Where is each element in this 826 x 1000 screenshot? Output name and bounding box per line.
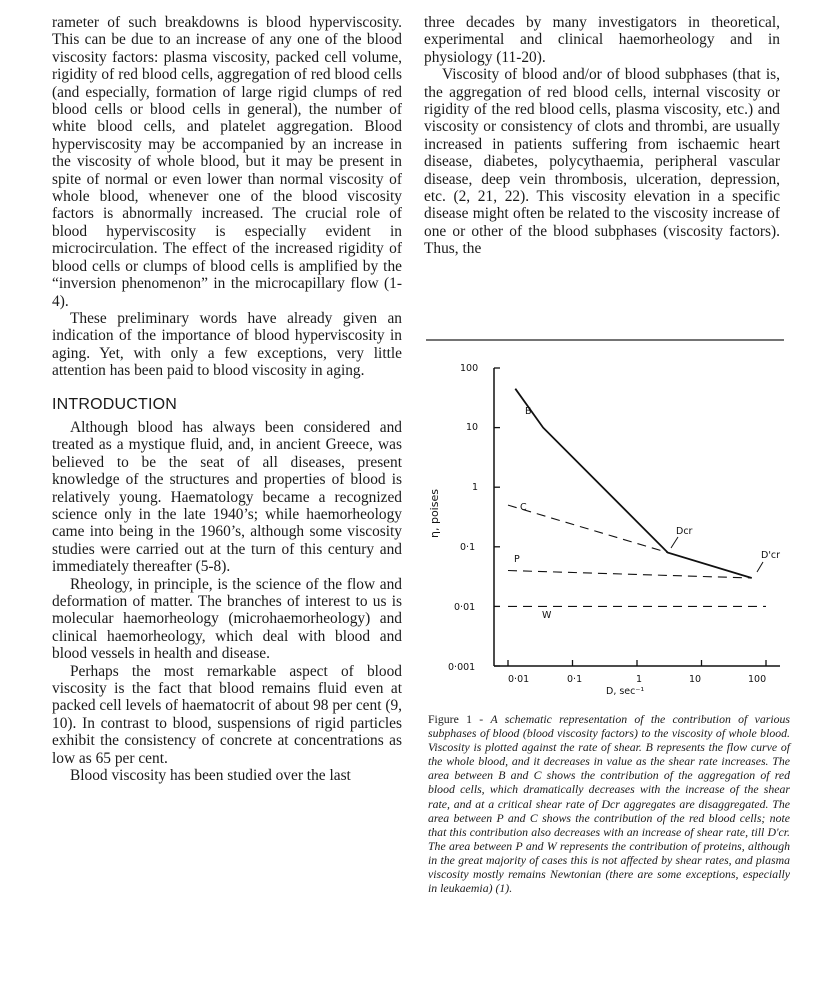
y-axis-label: η, poises <box>428 489 441 538</box>
x-tick-label: 10 <box>689 674 702 685</box>
series-line-p <box>508 571 752 579</box>
left-paragraph-3: Although blood has always been considered and treated as a mystique fluid, and, in ancient Greece, was believed to be the seat of all diseases, present knowledge of the structures and properties of blood is relatively young. Haematology became a recognized science only in the late 1940’s; while haemorheology came into being in the 1960’s, although some viscosity studies were carried out at the turn of this century and immediately thereafter (5-8). <box>52 418 402 576</box>
annotation-dcr: Dcr <box>676 526 693 537</box>
y-tick-label: 10 <box>466 422 479 433</box>
left-paragraph-6: Blood viscosity has been studied over the last <box>70 767 351 785</box>
series-line-b <box>515 389 751 578</box>
left-column <box>52 14 402 784</box>
viscosity-chart <box>424 338 786 698</box>
figure-1 <box>424 338 786 698</box>
annotation-dcr-pointer <box>671 537 678 548</box>
curve-label-p: P <box>514 554 520 565</box>
x-tick-label: 100 <box>748 674 767 685</box>
caption-lead: Figure 1 - <box>428 712 491 726</box>
annotation-dcr-prime: D'cr <box>761 550 781 561</box>
y-tick-label: 0·001 <box>448 662 476 673</box>
figure-caption <box>428 712 790 895</box>
y-tick-label: 1 <box>472 482 479 493</box>
x-tick-label: 0·01 <box>508 674 530 685</box>
y-tick-label: 100 <box>460 363 479 374</box>
caption-body: A schematic representation of the contribution of various subphases of blood (blood viscosity factors) to the viscosity of whole blood. Viscosity is plotted against the rate of shear. B represents the flow curve of the whole blood, and it decreases in value as the shear rate increases. The area between B and C shows the contribution of the aggregation of red blood cells, which dramatically decreases with the increase of the shear rate, and at a critical shear rate of Dcr aggregates are disaggregated. The area between P and C shows the contribution of the red blood cells; note that this contribution also decreases with an increase of shear rate, till D'cr. The area between P and W represents the contribution of proteins, although in the great majority of cases this is not affected by shear rates, and plasma viscosity mostly remains Newtonian (there are some exceptions, especially in leukaemia) (1). <box>428 712 790 896</box>
curve-label-b: B <box>525 406 532 417</box>
right-paragraph-1: three decades by many investigators in theoretical, experimental and clinical haemorheology and in physiology (11-20). <box>424 14 780 66</box>
annotation-dcr-prime-pointer <box>757 562 763 572</box>
x-tick-label: 0·1 <box>567 674 583 685</box>
left-paragraph-1: rameter of such breakdowns is blood hyperviscosity. This can be due to an increase of any one of the blood viscosity factors: plasma viscosity, packed cell volume, rigidity of red blood cells, aggregation of red blood cells (and especially, formation of large rigid clumps of red blood cells or blood cells in general), the number of white blood cells, and platelet aggregation. Blood hyperviscosity may be accompanied by an increase in the viscosity of whole blood, but it may be present in spite of normal or even lower than normal viscosity of whole blood, whenever one of the blood viscosity factors is abnormally increased. The crucial role of blood hyperviscosity is especially evident in microcirculation. The effect of the increased rigidity of blood cells or clumps of blood cells is amplified by the “inversion phenomenon” in the microcapillary flow (1-4). <box>52 14 402 310</box>
x-axis-label: D, sec⁻¹ <box>606 686 645 697</box>
x-tick-label: 1 <box>636 674 643 685</box>
curve-label-c: C <box>520 502 527 513</box>
right-paragraph-2: Viscosity of blood and/or of blood subphases (that is, the aggregation of red blood cells, internal viscosity or rigidity of the red blood cells, plasma viscosity, etc.) and viscosity or consistency of clots and thrombi, are usually increased in patients suffering from ischaemic heart disease, diabetes, polycythaemia, peripheral vascular disease, deep vein thrombosis, ulceration, depression, etc. (2, 21, 22). This viscosity elevation in a specific disease might often be related to the viscosity increase of one or other of the blood subphases (viscosity factors). Thus, the <box>424 66 780 258</box>
left-paragraph-4: Rheology, in principle, is the science of the flow and deformation of matter. The branches of interest to us is molecular haemorheology (microhaemorheology) and clinical haemorheology, which deal with blood and blood vessels in health and disease. <box>52 575 402 663</box>
y-tick-label: 0·1 <box>460 542 476 553</box>
curve-label-w: W <box>542 610 552 621</box>
left-paragraph-2: These preliminary words have already given an indication of the importance of blood hyperviscosity in aging. Yet, with only a few exceptions, very little attention has been paid to blood viscosity in aging. <box>52 309 402 380</box>
right-column <box>424 14 780 258</box>
introduction-heading: INTRODUCTION <box>52 395 178 413</box>
y-tick-label: 0·01 <box>454 602 476 613</box>
left-paragraph-5: Perhaps the most remarkable aspect of blood viscosity is the fact that blood remains fluid even at packed cell levels of haematocrit of about 98 per cent (9, 10). In contrast to blood, suspensions of rigid particles exhibit the consistency of concrete at concentrations as low as 65 per cent. <box>52 662 402 767</box>
